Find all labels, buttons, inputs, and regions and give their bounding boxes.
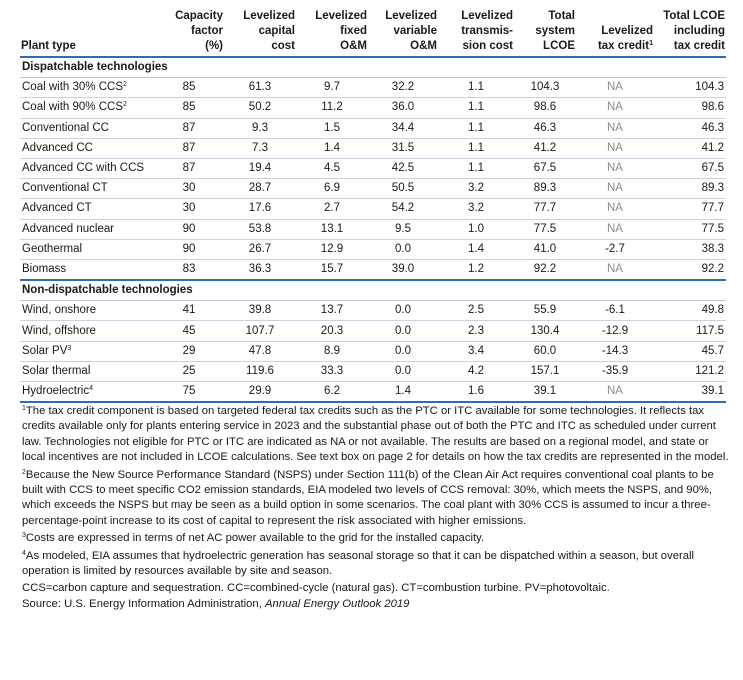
cell-plant-type [20,341,154,361]
cell-capital-cost: 53.8 [224,219,296,239]
cell-total-incl-credit: 46.3 [654,118,726,138]
cell-transmission-cost: 4.2 [438,361,514,381]
cell-capacity-factor: 29 [154,341,224,361]
cell-capital-cost: 47.8 [224,341,296,361]
cell-plant-type [20,259,154,280]
cell-plant-type [20,239,154,259]
cell-capacity-factor: 87 [154,118,224,138]
cell-fixed-om: 33.3 [296,361,368,381]
source-title: Annual Energy Outlook 2019 [265,597,410,610]
cell-plant-type [20,118,154,138]
table-row [20,219,726,239]
cell-variable-om: 32.2 [368,78,438,98]
cell-tax-credit: NA [576,118,654,138]
footnote-text: Costs are expressed in terms of net AC power available to the grid for the installed capacity. [25,532,485,545]
plant-name: Wind, onshore [22,304,97,317]
cell-transmission-cost: 3.2 [438,199,514,219]
header-line: sion cost [462,40,513,52]
cell-variable-om: 34.4 [368,118,438,138]
abbreviations: CCS=carbon capture and sequestration. CC=combined-cycle (natural gas). CT=combustion turbine. PV=photovoltaic. [22,582,610,595]
header-line: O&M [410,40,437,52]
cell-capacity-factor: 25 [154,361,224,381]
cell-transmission-cost: 1.1 [438,138,514,158]
table-body [20,57,726,402]
cell-variable-om: 54.2 [368,199,438,219]
cell-transmission-cost: 3.2 [438,179,514,199]
header-line: tax credit [597,40,650,52]
cell-total-incl-credit: 67.5 [654,158,726,178]
cell-variable-om: 50.5 [368,179,438,199]
cell-plant-type [20,78,154,98]
cell-tax-credit: NA [576,179,654,199]
cell-tax-credit: NA [576,158,654,178]
plant-name: Coal with 30% CCS [22,81,123,94]
header-line: fixed [340,25,367,37]
cell-transmission-cost: 1.0 [438,219,514,239]
plant-name: Geothermal [22,242,83,255]
header-total-incl-credit [654,9,726,57]
cell-capital-cost: 26.7 [224,239,296,259]
cell-total-lcoe: 130.4 [514,321,576,341]
cell-total-incl-credit: 89.3 [654,179,726,199]
footnote-2 [22,468,732,530]
cell-tax-credit: -14.3 [576,341,654,361]
cell-variable-om: 1.4 [368,382,438,403]
plant-name: Advanced nuclear [22,222,115,235]
cell-variable-om: 39.0 [368,259,438,280]
cell-total-lcoe: 60.0 [514,341,576,361]
cell-fixed-om: 1.4 [296,138,368,158]
cell-fixed-om: 15.7 [296,259,368,280]
header-line: transmis- [461,25,513,37]
cell-total-lcoe: 46.3 [514,118,576,138]
footnote-3 [22,531,732,546]
cell-variable-om: 36.0 [368,98,438,118]
plant-name: Biomass [22,262,67,275]
cell-capital-cost: 119.6 [224,361,296,381]
cell-capital-cost: 19.4 [224,158,296,178]
cell-capacity-factor: 41 [154,301,224,321]
cell-capacity-factor: 75 [154,382,224,403]
table-row [20,179,726,199]
footnote-marker: 2 [122,101,127,109]
cell-variable-om: 0.0 [368,361,438,381]
cell-tax-credit: NA [576,78,654,98]
cell-fixed-om: 11.2 [296,98,368,118]
cell-total-incl-credit: 39.1 [654,382,726,403]
table-row [20,138,726,158]
cell-capital-cost: 36.3 [224,259,296,280]
header-line: Levelized [243,10,295,22]
header-line: tax credit [673,40,725,52]
table-row [20,321,726,341]
cell-total-lcoe: 77.5 [514,219,576,239]
cell-fixed-om: 6.2 [296,382,368,403]
footnote-text: Because the New Source Performance Standard (NSPS) under Section 111(b) of the Clean Air Act requires conventional coal plants to be built with CCS to meet specific CO2 emission standards, EIA modeled two levels of CCS removal: 30%, which meets the NSPS, and 90%, which exceeds the NSPS but may be seen as a build option in some scenarios. The coal plant with 30% CCS is assumed to incur a three-percentage-point increase to its cost of capital to represent the risk associated with higher emissions. [22,468,714,527]
cell-total-incl-credit: 38.3 [654,239,726,259]
cell-total-incl-credit: 77.5 [654,219,726,239]
cell-capacity-factor: 87 [154,158,224,178]
lcoe-table [20,9,726,403]
footnote-marker: 2 [122,81,127,89]
cell-total-incl-credit: 77.7 [654,199,726,219]
header-line: variable [393,25,437,37]
cell-capital-cost: 7.3 [224,138,296,158]
cell-total-lcoe: 41.2 [514,138,576,158]
cell-plant-type [20,301,154,321]
table-row [20,78,726,98]
cell-fixed-om: 8.9 [296,341,368,361]
cell-capacity-factor: 85 [154,98,224,118]
cell-variable-om: 9.5 [368,219,438,239]
source-label: Source: U.S. Energy Information Administration, [22,597,262,610]
cell-plant-type [20,199,154,219]
cell-capital-cost: 29.9 [224,382,296,403]
cell-plant-type [20,98,154,118]
plant-name: Advanced CC with CCS [22,162,145,175]
table-row [20,382,726,403]
cell-total-lcoe: 77.7 [514,199,576,219]
header-capital-cost [224,9,296,57]
cell-plant-type [20,382,154,403]
section-row [20,280,726,301]
footnote-marker: 1 [22,405,26,412]
footnote-4 [22,549,732,580]
cell-transmission-cost: 3.4 [438,341,514,361]
cell-transmission-cost: 1.2 [438,259,514,280]
plant-name: Wind, offshore [22,324,96,337]
cell-fixed-om: 4.5 [296,158,368,178]
footnote-marker: 2 [22,468,26,476]
footnote-marker: 1 [649,40,653,47]
cell-tax-credit: -35.9 [576,361,654,381]
cell-capacity-factor: 83 [154,259,224,280]
cell-total-incl-credit: 104.3 [654,78,726,98]
cell-plant-type [20,138,154,158]
table-row [20,98,726,118]
cell-capacity-factor: 87 [154,138,224,158]
cell-capital-cost: 50.2 [224,98,296,118]
header-line: Total LCOE [663,10,725,22]
cell-transmission-cost: 2.5 [438,301,514,321]
plant-name: Hydroelectric [22,385,90,398]
cell-total-lcoe: 157.1 [514,361,576,381]
cell-total-incl-credit: 49.8 [654,301,726,321]
header-line: Capacity [175,10,223,22]
cell-total-incl-credit: 121.2 [654,361,726,381]
plant-name: Advanced CC [22,141,93,154]
header-line: including [673,25,725,37]
cell-fixed-om: 13.7 [296,301,368,321]
cell-tax-credit: -6.1 [576,301,654,321]
header-line: capital [258,25,295,37]
cell-tax-credit: NA [576,219,654,239]
cell-total-incl-credit: 41.2 [654,138,726,158]
cell-variable-om: 0.0 [368,341,438,361]
cell-total-lcoe: 41.0 [514,239,576,259]
header-transmission-cost [438,9,514,57]
cell-transmission-cost: 1.6 [438,382,514,403]
footnote-1 [22,404,732,466]
cell-capital-cost: 9.3 [224,118,296,138]
plant-name: Advanced CT [22,202,92,215]
table-row [20,118,726,138]
table-row [20,259,726,280]
cell-transmission-cost: 1.4 [438,239,514,259]
header-line: Levelized [461,10,513,22]
cell-total-incl-credit: 117.5 [654,321,726,341]
table-row [20,158,726,178]
cell-capacity-factor: 85 [154,78,224,98]
table-row [20,341,726,361]
footnote-marker: 4 [89,385,94,393]
cell-transmission-cost: 1.1 [438,118,514,138]
cell-fixed-om: 20.3 [296,321,368,341]
footnote-text: As modeled, EIA assumes that hydroelectric generation has seasonal storage so that it can be dispatched within a season, but overall operation is limited by resources available by site and season. [22,549,695,578]
cell-fixed-om: 9.7 [296,78,368,98]
cell-total-incl-credit: 45.7 [654,341,726,361]
cell-capital-cost: 39.8 [224,301,296,321]
footnote-marker: 3 [22,532,26,540]
source-line [22,597,732,612]
cell-variable-om: 42.5 [368,158,438,178]
header-line: Levelized [601,25,653,37]
footnote-marker: 3 [67,344,72,352]
header-variable-om [368,9,438,57]
table-row [20,199,726,219]
cell-variable-om: 0.0 [368,321,438,341]
cell-fixed-om: 1.5 [296,118,368,138]
header-line: Levelized [385,10,437,22]
cell-fixed-om: 12.9 [296,239,368,259]
header-total-lcoe [514,9,576,57]
section-title: Dispatchable technologies [20,57,726,78]
cell-total-lcoe: 104.3 [514,78,576,98]
cell-plant-type [20,321,154,341]
cell-tax-credit: NA [576,138,654,158]
header-line: system [535,25,575,37]
cell-transmission-cost: 1.1 [438,98,514,118]
cell-total-incl-credit: 98.6 [654,98,726,118]
plant-name: Solar PV [22,344,68,357]
header-line: LCOE [543,40,575,52]
header-line: factor [191,25,223,37]
cell-plant-type [20,179,154,199]
cell-capacity-factor: 90 [154,219,224,239]
header-line: cost [271,40,295,52]
cell-plant-type [20,158,154,178]
cell-transmission-cost: 1.1 [438,158,514,178]
cell-fixed-om: 13.1 [296,219,368,239]
cell-capacity-factor: 45 [154,321,224,341]
cell-capital-cost: 61.3 [224,78,296,98]
header-tax-credit [576,9,654,57]
cell-plant-type [20,361,154,381]
header-row [20,9,726,57]
cell-capital-cost: 17.6 [224,199,296,219]
table-row [20,301,726,321]
cell-capacity-factor: 90 [154,239,224,259]
cell-total-lcoe: 98.6 [514,98,576,118]
header-line: (%) [205,40,223,52]
plant-name: Conventional CC [22,121,109,134]
cell-capital-cost: 28.7 [224,179,296,199]
cell-total-lcoe: 92.2 [514,259,576,280]
header-line: Total [548,10,575,22]
cell-transmission-cost: 2.3 [438,321,514,341]
cell-variable-om: 0.0 [368,239,438,259]
cell-tax-credit: -12.9 [576,321,654,341]
header-plant-type: Plant type [20,9,154,57]
footnotes [22,404,732,612]
section-row [20,57,726,78]
footnote-marker: 4 [22,549,26,557]
cell-capacity-factor: 30 [154,179,224,199]
cell-tax-credit: NA [576,259,654,280]
table-header [20,9,726,57]
cell-total-lcoe: 39.1 [514,382,576,403]
cell-capacity-factor: 30 [154,199,224,219]
table-row [20,239,726,259]
header-line: Levelized [315,10,367,22]
cell-capital-cost: 107.7 [224,321,296,341]
cell-tax-credit: -2.7 [576,239,654,259]
footnote-text: The tax credit component is based on targeted federal tax credits such as the PTC or ITC available for some technologies. It reflects tax credits available only for plants entering service in 2023 and the substantial phase out of both the PTC and ITC as scheduled under current law. Technologies not eligible for PTC or ITC are indicated as NA or not available. The results are based on a regional model, and state or local incentives are not included in LCOE calculations. See text box on page 2 for details on how the tax credits are represented in the model. [22,405,729,464]
cell-fixed-om: 2.7 [296,199,368,219]
cell-plant-type [20,219,154,239]
cell-total-lcoe: 55.9 [514,301,576,321]
cell-total-incl-credit: 92.2 [654,259,726,280]
section-title: Non-dispatchable technologies [20,280,726,301]
header-fixed-om [296,9,368,57]
cell-tax-credit: NA [576,199,654,219]
cell-total-lcoe: 67.5 [514,158,576,178]
cell-tax-credit: NA [576,382,654,403]
cell-variable-om: 31.5 [368,138,438,158]
plant-name: Solar thermal [22,364,91,377]
cell-total-lcoe: 89.3 [514,179,576,199]
cell-tax-credit: NA [576,98,654,118]
table-row [20,361,726,381]
cell-fixed-om: 6.9 [296,179,368,199]
cell-variable-om: 0.0 [368,301,438,321]
plant-name: Conventional CT [22,182,108,195]
header-capacity-factor [154,9,224,57]
plant-name: Coal with 90% CCS [22,101,123,114]
header-line: O&M [340,40,367,52]
cell-transmission-cost: 1.1 [438,78,514,98]
